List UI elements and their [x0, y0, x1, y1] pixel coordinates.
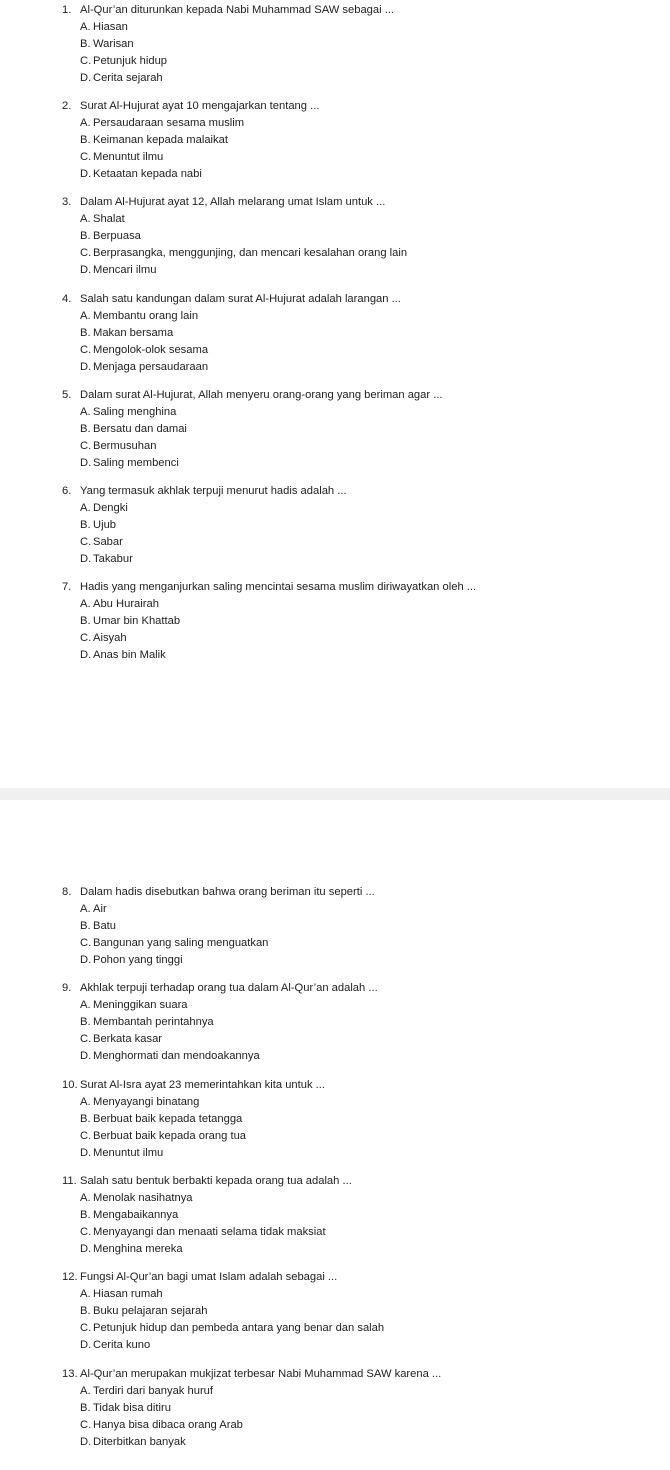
option-text: Dengki	[93, 502, 128, 514]
answer-option	[0, 1224, 670, 1241]
option-text: Bersatu dan damai	[93, 422, 187, 435]
question-stem	[0, 1366, 670, 1383]
option-letter: B.	[80, 422, 91, 435]
answer-option	[0, 438, 670, 455]
option-letter: B.	[80, 1016, 91, 1029]
question-stem	[0, 980, 670, 997]
answer-options	[0, 1286, 670, 1354]
option-text: Terdiri dari banyak huruf	[93, 1384, 214, 1397]
option-text: Makan bersama	[93, 326, 174, 339]
option-text: Abu Hurairah	[93, 598, 159, 611]
option-text: Menghina mereka	[93, 1242, 183, 1255]
question-number: 5.	[62, 388, 72, 401]
option-letter: C.	[80, 632, 92, 645]
option-text: Diterbitkan banyak	[93, 1435, 186, 1448]
answer-option	[0, 630, 670, 647]
answer-option	[0, 1128, 670, 1145]
question-stem	[0, 1077, 670, 1094]
option-text: Menyayangi dan menaati selama tidak maksiat	[93, 1225, 326, 1238]
answer-option	[0, 551, 670, 568]
option-text: Menghormati dan mendoakannya	[93, 1050, 260, 1063]
option-letter: C.	[80, 937, 92, 949]
question-item	[0, 194, 670, 279]
option-letter: C.	[80, 439, 92, 452]
question-text: Yang termasuk akhlak terpuji menurut hadis adalah ...	[80, 485, 347, 497]
question-stem	[0, 2, 670, 19]
option-letter: A.	[80, 999, 91, 1012]
question-stem	[0, 579, 670, 596]
option-text: Bermusuhan	[93, 439, 157, 452]
question-number: 12.	[62, 1271, 78, 1284]
answer-options	[0, 19, 670, 87]
answer-option	[0, 517, 670, 534]
question-number: 7.	[62, 581, 72, 594]
option-letter: D.	[80, 1050, 92, 1063]
answer-options	[0, 596, 670, 664]
option-letter: A.	[80, 213, 91, 226]
option-text: Membantu orang lain	[93, 309, 199, 322]
answer-option	[0, 132, 670, 149]
question-number: 9.	[62, 982, 72, 995]
answer-option	[0, 952, 670, 969]
option-letter: A.	[80, 405, 91, 418]
answer-option	[0, 342, 670, 359]
option-letter: B.	[80, 519, 91, 531]
answer-option	[0, 1014, 670, 1031]
question-item	[0, 98, 670, 183]
question-number: 1.	[62, 4, 72, 16]
question-item	[0, 980, 670, 1065]
answer-option	[0, 500, 670, 517]
question-stem	[0, 1173, 670, 1190]
question-text: Salah satu bentuk berbakti kepada orang tua adalah ...	[80, 1174, 352, 1187]
answer-option	[0, 228, 670, 245]
option-letter: B.	[80, 326, 91, 339]
option-text: Air	[93, 903, 107, 915]
option-text: Umar bin Khattab	[93, 615, 181, 628]
question-number: 11.	[62, 1174, 77, 1187]
page-separator	[0, 788, 670, 800]
option-text: Sabar	[93, 536, 123, 548]
answer-option	[0, 1145, 670, 1162]
option-letter: C.	[80, 1418, 92, 1431]
option-text: Shalat	[93, 213, 125, 226]
question-stem	[0, 387, 670, 404]
option-text: Keimanan kepada malaikat	[93, 134, 228, 147]
option-letter: D.	[80, 168, 92, 181]
option-text: Saling membenci	[93, 456, 179, 469]
option-letter: B.	[80, 38, 91, 50]
option-letter: C.	[80, 1322, 92, 1335]
option-text: Membantah perintahnya	[93, 1016, 214, 1029]
answer-option	[0, 1320, 670, 1337]
option-letter: C.	[80, 1129, 92, 1142]
option-letter: B.	[80, 1401, 91, 1414]
option-text: Cerita kuno	[93, 1339, 151, 1352]
answer-option	[0, 918, 670, 935]
answer-option	[0, 1094, 670, 1111]
answer-option	[0, 166, 670, 183]
option-text: Warisan	[93, 38, 134, 50]
question-stem	[0, 98, 670, 115]
question-item	[0, 1173, 670, 1258]
option-letter: A.	[80, 598, 91, 611]
answer-option	[0, 1111, 670, 1128]
option-text: Petunjuk hidup	[93, 55, 168, 67]
option-letter: D.	[80, 1339, 92, 1352]
question-text: Al-Qur’an diturunkan kepada Nabi Muhammad SAW sebagai ...	[80, 4, 395, 16]
question-number: 2.	[62, 100, 72, 113]
option-text: Aisyah	[93, 632, 127, 645]
option-text: Meninggikan suara	[93, 999, 188, 1012]
option-text: Tidak bisa ditiru	[93, 1401, 171, 1414]
option-letter: C.	[80, 1225, 92, 1238]
option-text: Petunjuk hidup dan pembeda antara yang benar dan salah	[93, 1322, 385, 1335]
option-text: Pohon yang tinggi	[93, 954, 183, 966]
question-number: 4.	[62, 292, 72, 305]
answer-option	[0, 1241, 670, 1258]
question-item	[0, 1269, 670, 1354]
option-letter: A.	[80, 502, 91, 514]
answer-option	[0, 901, 670, 918]
option-letter: A.	[80, 1191, 91, 1204]
question-item	[0, 483, 670, 568]
answer-options	[0, 901, 670, 969]
answer-option	[0, 308, 670, 325]
question-text: Dalam hadis disebutkan bahwa orang beriman itu seperti ...	[80, 886, 375, 898]
option-letter: A.	[80, 1288, 91, 1301]
option-letter: A.	[80, 903, 91, 915]
option-text: Persaudaraan sesama muslim	[93, 117, 245, 130]
option-text: Hiasan rumah	[93, 1288, 163, 1301]
option-letter: C.	[80, 247, 92, 260]
option-text: Berpuasa	[93, 230, 141, 243]
answer-option	[0, 359, 670, 376]
answer-option	[0, 36, 670, 53]
option-letter: B.	[80, 615, 91, 628]
answer-options	[0, 997, 670, 1065]
answer-options	[0, 115, 670, 183]
question-stem	[0, 884, 670, 901]
option-letter: A.	[80, 117, 91, 130]
question-stem	[0, 194, 670, 211]
answer-option	[0, 1400, 670, 1417]
answer-option	[0, 1434, 670, 1451]
answer-option	[0, 455, 670, 472]
question-item	[0, 1077, 670, 1162]
answer-option	[0, 19, 670, 36]
answer-option	[0, 1417, 670, 1434]
option-text: Cerita sejarah	[93, 72, 163, 84]
answer-option	[0, 115, 670, 132]
answer-options	[0, 404, 670, 472]
option-text: Menuntut ilmu	[93, 1146, 164, 1159]
answer-option	[0, 325, 670, 342]
option-text: Hiasan	[93, 21, 128, 33]
question-number: 3.	[62, 196, 72, 209]
question-item	[0, 579, 670, 664]
option-text: Buku pelajaran sejarah	[93, 1305, 208, 1318]
option-text: Ujub	[93, 519, 117, 531]
option-text: Mengabaikannya	[93, 1208, 179, 1221]
option-letter: B.	[80, 230, 91, 243]
question-text: Salah satu kandungan dalam surat Al-Hujurat adalah larangan ...	[80, 292, 401, 305]
answer-option	[0, 613, 670, 630]
question-item	[0, 2, 670, 87]
answer-option	[0, 1383, 670, 1400]
question-text: Hadis yang menganjurkan saling mencintai sesama muslim diriwayatkan oleh ...	[80, 581, 477, 594]
answer-option	[0, 1207, 670, 1224]
answer-options	[0, 211, 670, 279]
option-letter: D.	[80, 649, 92, 662]
document-page-2	[0, 800, 670, 1470]
question-number: 10.	[62, 1078, 78, 1091]
answer-option	[0, 596, 670, 613]
option-text: Hanya bisa dibaca orang Arab	[93, 1418, 243, 1431]
question-text: Dalam Al-Hujurat ayat 12, Allah melarang umat Islam untuk ...	[80, 196, 386, 209]
answer-option	[0, 1048, 670, 1065]
option-text: Mengolok-olok sesama	[93, 343, 209, 356]
option-letter: D.	[80, 1146, 92, 1159]
option-letter: A.	[80, 309, 91, 322]
option-text: Menyayangi binatang	[93, 1095, 200, 1108]
answer-option	[0, 211, 670, 228]
question-item	[0, 884, 670, 969]
option-text: Anas bin Malik	[93, 649, 166, 662]
option-letter: A.	[80, 1095, 91, 1108]
answer-option	[0, 53, 670, 70]
option-letter: A.	[80, 21, 91, 33]
answer-options	[0, 500, 670, 568]
question-number: 6.	[62, 485, 72, 497]
answer-option	[0, 647, 670, 664]
option-letter: C.	[80, 1033, 92, 1046]
option-letter: B.	[80, 1208, 91, 1221]
answer-option	[0, 421, 670, 438]
option-letter: D.	[80, 954, 92, 966]
option-text: Berkata kasar	[93, 1033, 163, 1046]
option-letter: D.	[80, 1242, 92, 1255]
question-item	[0, 291, 670, 376]
answer-option	[0, 1031, 670, 1048]
option-text: Batu	[93, 920, 117, 932]
option-letter: D.	[80, 360, 92, 373]
option-letter: D.	[80, 553, 92, 565]
question-number: 13.	[62, 1367, 78, 1380]
option-letter: D.	[80, 264, 92, 277]
question-stem	[0, 1269, 670, 1286]
answer-options	[0, 1094, 670, 1162]
question-text: Surat Al-Hujurat ayat 10 mengajarkan tentang ...	[80, 100, 320, 113]
option-text: Bangunan yang saling menguatkan	[93, 937, 269, 949]
question-text: Akhlak terpuji terhadap orang tua dalam Al-Qur’an adalah ...	[80, 982, 378, 995]
answer-option	[0, 1303, 670, 1320]
option-text: Takabur	[93, 553, 133, 565]
option-text: Berbuat baik kepada orang tua	[93, 1129, 247, 1142]
option-letter: C.	[80, 151, 92, 164]
option-letter: A.	[80, 1384, 91, 1397]
option-letter: D.	[80, 456, 92, 469]
option-text: Menjaga persaudaraan	[93, 360, 209, 373]
option-letter: B.	[80, 1305, 91, 1318]
answer-option	[0, 1337, 670, 1354]
answer-option	[0, 935, 670, 952]
option-text: Berprasangka, menggunjing, dan mencari kesalahan orang lain	[93, 247, 408, 260]
answer-option	[0, 404, 670, 421]
option-letter: C.	[80, 536, 92, 548]
answer-option	[0, 997, 670, 1014]
question-text: Dalam surat Al-Hujurat, Allah menyeru orang-orang yang beriman agar ...	[80, 388, 443, 401]
option-text: Menolak nasihatnya	[93, 1191, 193, 1204]
option-text: Menuntut ilmu	[93, 151, 164, 164]
option-letter: D.	[80, 72, 92, 84]
answer-option	[0, 534, 670, 551]
option-text: Saling menghina	[93, 405, 177, 418]
answer-option	[0, 70, 670, 87]
question-number: 8.	[62, 886, 72, 898]
question-text: Al-Qur’an merupakan mukjizat terbesar Nabi Muhammad SAW karena ...	[80, 1367, 442, 1380]
option-text: Ketaatan kepada nabi	[93, 168, 202, 181]
answer-option	[0, 1190, 670, 1207]
answer-options	[0, 1190, 670, 1258]
question-text: Surat Al-Isra ayat 23 memerintahkan kita untuk ...	[80, 1078, 325, 1091]
question-stem	[0, 483, 670, 500]
answer-options	[0, 308, 670, 376]
answer-options	[0, 1383, 670, 1451]
answer-option	[0, 245, 670, 262]
option-text: Berbuat baik kepada tetangga	[93, 1112, 243, 1125]
option-letter: D.	[80, 1435, 92, 1448]
question-text: Fungsi Al-Qur’an bagi umat Islam adalah sebagai ...	[80, 1271, 338, 1284]
option-letter: B.	[80, 1112, 91, 1125]
option-letter: C.	[80, 55, 92, 67]
option-text: Mencari ilmu	[93, 264, 157, 277]
answer-option	[0, 1286, 670, 1303]
option-letter: C.	[80, 343, 92, 356]
question-stem	[0, 291, 670, 308]
answer-option	[0, 149, 670, 166]
answer-option	[0, 262, 670, 279]
question-item	[0, 1366, 670, 1451]
option-letter: B.	[80, 920, 91, 932]
question-item	[0, 387, 670, 472]
option-letter: B.	[80, 134, 91, 147]
